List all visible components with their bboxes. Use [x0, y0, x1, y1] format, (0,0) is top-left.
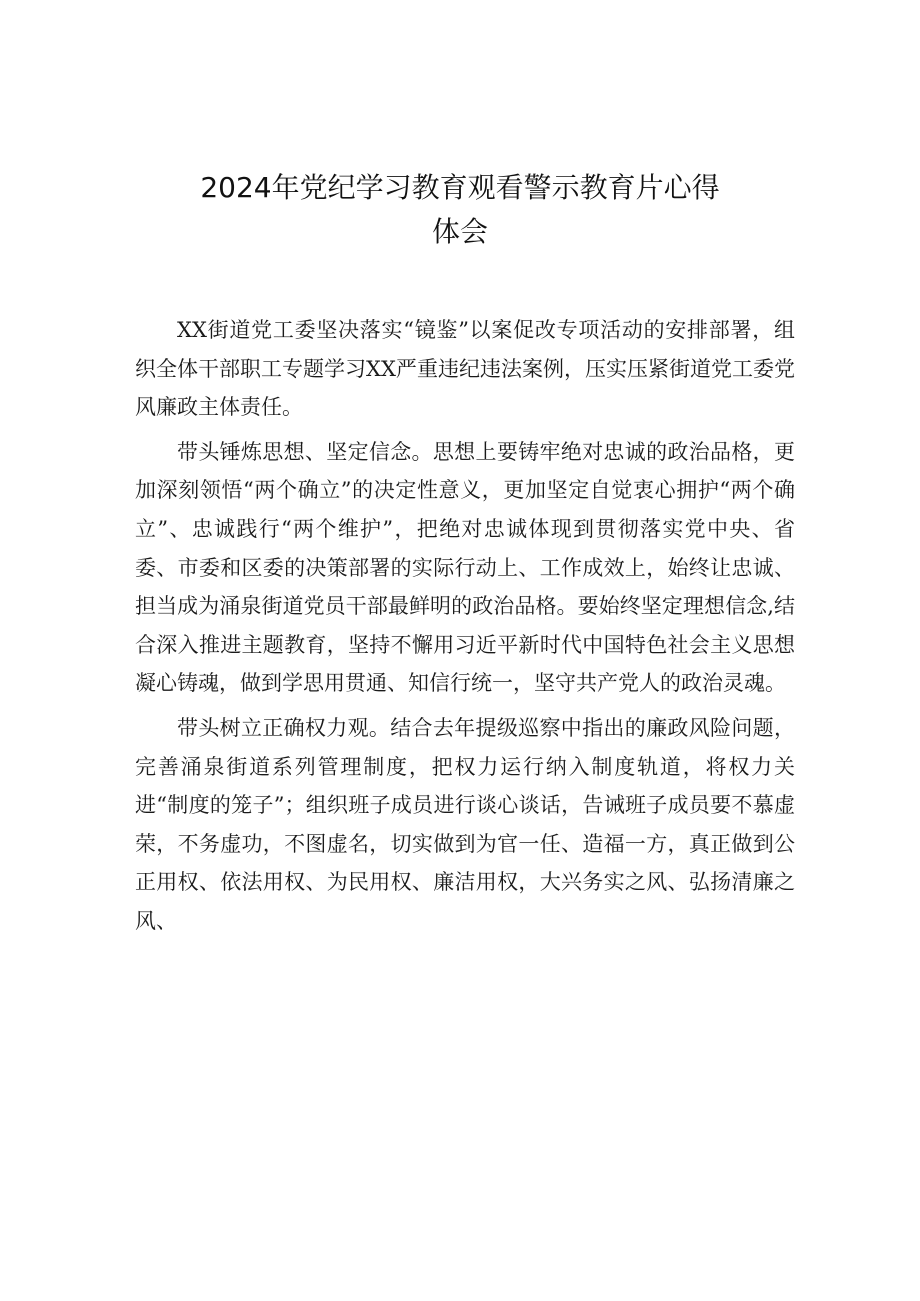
- paragraph-3: 带头树立正确权力观。结合去年提级巡察中指出的廉政风险问题，完善涌泉街道系列管理制度，把权力运行纳入制度轨道，将权力关进“制度的笼子”；组织班子成员进行谈心谈话，告诫班子成员要不慕虚荣，不务虚功，不图虚名，切实做到为官一任、造福一方，真正做到公正用权、依法用权、为民用权、廉洁用权，大兴务实之风、弘扬清廉之风、: [135, 715, 795, 933]
- paragraph-2: 带头锤炼思想、坚定信念。思想上要铸牢绝对忠诚的政治品格，更加深刻领悟“两个确立”的决定性意义，更加坚定自觉衷心拥护“两个确立”、忠诚践行“两个维护”，把绝对忠诚体现到贯彻落实党中央、省委、市委和区委的决策部署的实际行动上、工作成效上，始终让忠诚、担当成为涌泉街道党员干部最鲜明的政治品格。要始终坚定理想信念,结合深入推进主题教育，坚持不懈用习近平新时代中国特色社会主义思想凝心铸魂，做到学思用贯通、知信行统一，坚守共产党人的政治灵魂。: [135, 439, 795, 696]
- document-body: [135, 311, 795, 941]
- title-line-1: 2024年党纪学习教育观看警示教育片心得: [200, 171, 720, 204]
- title-line-2: 体会: [431, 215, 488, 248]
- document-title: [130, 166, 790, 254]
- paragraph-1: XX街道党工委坚决落实“镜鉴”以案促改专项活动的安排部署，组织全体干部职工专题学习XX严重违纪违法案例，压实压紧街道党工委党风廉政主体责任。: [135, 318, 795, 420]
